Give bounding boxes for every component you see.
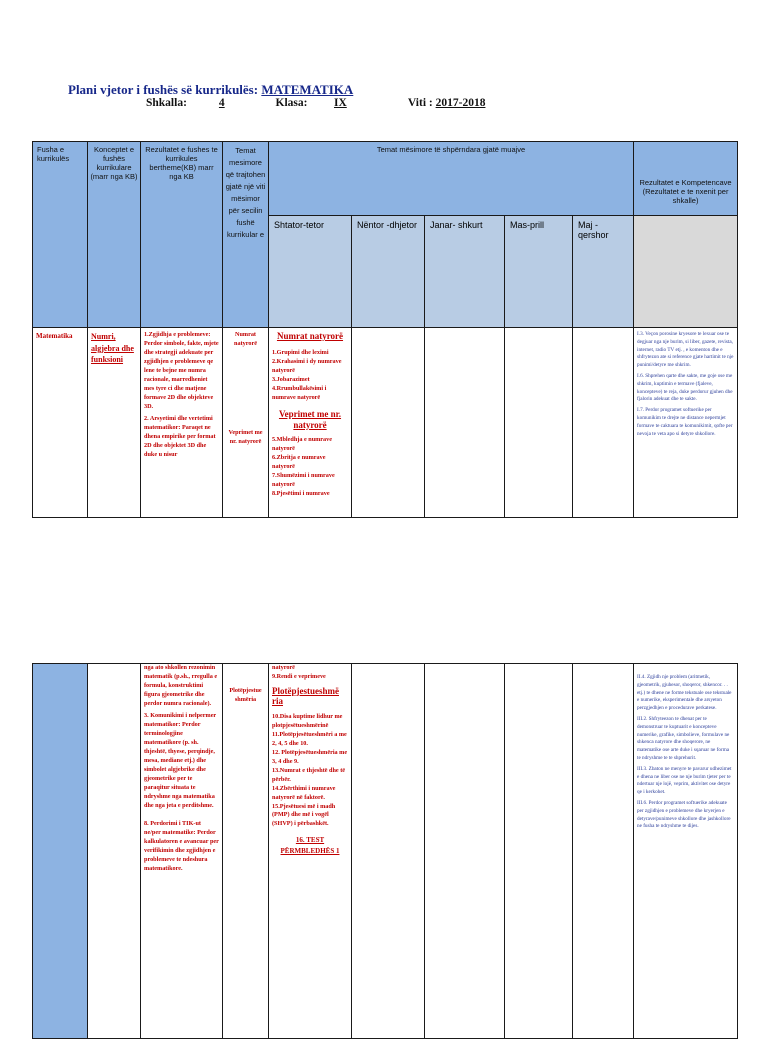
document-header <box>68 82 708 109</box>
row1-mas <box>505 328 573 518</box>
month-nentor-dhjetor: Nëntor -dhjetor <box>352 216 425 328</box>
rezultat-cont: nga ato shkollen rezonimin matematik (p.sh., rregulla e formula, konstruktimi figura gjeometrike dhe perdor numra racionale). <box>144 664 218 707</box>
plan-meta <box>146 97 485 109</box>
komp-item: III.2. Shfryteezon te dhenat per te demonstruar te kuptuarit e koncepteve numerike, grafike, simbolieve, formulave ne shkenca natyrore dhe shoqerore, ne matematike ose arte duke i sqaruar ne forma te ndryshme te te shprehurit. <box>637 715 730 761</box>
shtator-item: 13.Numrat e thjeshtë dhe të përbër. <box>272 766 346 783</box>
col-temat: Temat mesimore që trajtohen gjatë një viti mësimor për secilin fushë kurrikular e <box>223 142 269 328</box>
row1-maj <box>573 328 634 518</box>
shtator-item: natyrorë <box>272 664 295 671</box>
komp-item: II.4. Zgjidh nje problem (aritmetik, gjeometrik, gjuhesor, shoqeror, shkencor. . . etj.) te dhene ne forme tekstuale ose tekstuale e numerike, eksperimentale dhe arsyeton perzgjedhjen e procedurave perkatese. <box>637 674 732 712</box>
row1-koncept <box>88 328 141 518</box>
komp-item: I.6. Shprehen qarte dhe sakte, me goje ose me shkrim, kuptimin e termave (fjaleve, koncepteve) te reja, duke perdorur gjuhen dhe fjalorin adekuat dhe te sakte. <box>637 372 733 403</box>
col-temat-shperndara: Temat mësimore të shpërndara gjatë muajve <box>269 142 634 216</box>
row2-koncept <box>88 664 141 1039</box>
klasa-value: IX <box>333 97 347 109</box>
row1-shtator <box>269 328 352 518</box>
row2-mas <box>505 664 573 1039</box>
plan-table-bottom <box>32 663 738 1039</box>
komp-item: I.3. Veçon porosine kryesore te lexuar ose te degjuar nga nje burim, si liber, gazete, revista, internet, radio TV etj. , e komenton dhe e shfrytezon ate si reference gjate hartimit te nje punimi/detyre me shkrim. <box>637 331 734 369</box>
tema-numrat: Numrat natyrorë <box>234 331 257 347</box>
gray-cell <box>634 216 738 328</box>
month-shtator-tetor: Shtator-tetor <box>269 216 352 328</box>
shtator-item: 12. Plotëpjesëtueshmëria me 3, 4 dhe 9. <box>272 748 348 765</box>
klasa-label: Klasa: <box>275 97 311 109</box>
shtator-item: 5.Mbledhja e numrave natyrorë <box>272 435 332 452</box>
tema-veprimet: Veprimet me nr. natyrorë <box>228 428 263 445</box>
plan-table-top <box>32 141 738 518</box>
row2-fusha <box>33 664 88 1039</box>
shtator-item: 8.Pjesëtimi i numrave <box>272 489 330 497</box>
month-janar-shkurt: Janar- shkurt <box>425 216 505 328</box>
shtator-item: 1.Grupimi dhe leximi <box>272 349 329 357</box>
shtator-heading-1: Numrat natyrorë <box>276 331 344 341</box>
col-konceptet: Konceptet e fushës kurrikulare (marr nga KB) <box>88 142 141 328</box>
viti-value: 2017-2018 <box>435 97 486 109</box>
row2-maj <box>573 664 634 1039</box>
row1-nentor <box>352 328 425 518</box>
komp-item: III.3. Zbaton ne menyre te pavarur udhezimet e dhena ne liber ose ne nje burim tjeter per te ndertuar nje lojë, veprim, aktivitet ose detyre qe i kerkohet. <box>637 765 732 796</box>
row2-janar <box>425 664 505 1039</box>
col-rezultatet-fushes: Rezultatet e fushes te kurrikules bertheme(KB) marr nga KB <box>141 142 223 328</box>
rezultat-8: 8. Perdorimi i TIK-ut ne/per matematike: Perdor kalkulatoren e avancuar per verifikimin dhe zgjidhjen e problemeve te ndeshura matematikore. <box>144 819 219 872</box>
viti-label: Viti : <box>407 97 436 109</box>
shtator-item: 7.Shumëzimi i numrave natyrorë <box>272 471 335 488</box>
shtator-item: 4.Rrumbullakësimi i numrave natyrorë <box>272 385 327 402</box>
col-fusha: Fusha e kurrikulës <box>33 142 88 328</box>
shkalla-value: 4 <box>218 97 225 109</box>
row1-janar <box>425 328 505 518</box>
row1-temat <box>223 328 269 518</box>
rezultat-1: 1.Zgjidhja e problemeve: Perdor simbole, fakte, mjete dhe strategji adekuate per zgjidhjen e problemeve qe lene te bejne me numra racionale, marredheniet mes tyre ci dhe matjene formave 2D dhe objekteve 3D. <box>144 331 219 410</box>
shtator-item: 9.Rendi e veprimeve <box>272 672 326 680</box>
shtator-heading-2: Veprimet me nr. natyrorë <box>278 409 342 430</box>
test-permbledhes: 16. TEST PËRMBLEDHËS 1 <box>280 836 340 855</box>
shtator-item: 11.Plotëpjesëtueshmëri a me 2, 4, 5 dhe 10. <box>272 730 347 747</box>
shtator-item: 3.Jobarazimet <box>272 376 310 384</box>
komp-item: I.7. Perdor programet softuerike per komunikim te drejte ne distance nepermjet formave te caktuara te komunikimit, qofte per nevoja te veta apo si detyre shkollore. <box>637 407 733 437</box>
month-mas-prill: Mas-prill <box>505 216 573 328</box>
fusha-matematika: Matematika <box>36 332 73 340</box>
row2-komp <box>634 664 738 1039</box>
row2-rezultatet <box>141 664 223 1039</box>
shkalla-label: Shkalla: <box>146 97 190 109</box>
subject-name: MATEMATIKA <box>261 82 354 97</box>
shtator-item: 6.Zbritja e numrave natyrorë <box>272 453 326 470</box>
row2-temat <box>223 664 269 1039</box>
shtator-item: 2.Krahasimi i dy numrave natyrorë <box>272 358 342 375</box>
row2-shtator <box>269 664 352 1039</box>
title-prefix: Plani vjetor i fushës së kurrikulës: <box>68 82 262 97</box>
row1-komp <box>634 328 738 518</box>
row2-nentor <box>352 664 425 1039</box>
shtator-item: 10.Disa kuptime lidhur me plotpjesëtueshmërinë <box>272 712 343 729</box>
tema-plotpjestueshmeria: Plotëpjestue shmëria <box>229 687 262 703</box>
komp-item: III.6. Perdor programet softuerike adekuate per zgjidhjen e problemeve dhe kryerjen e detyrave/punimeve shkollore dhe jashkollore ne fusha te ndryshme te dijes. <box>637 799 731 830</box>
shtator-item: 14.Zbërthimi i numrave natyrorë në faktorë. <box>272 784 336 801</box>
plan-title <box>68 82 708 98</box>
month-maj-qershor: Maj -qershor <box>573 216 634 328</box>
col-rezultatet-komp: Rezultatet e Kompetencave (Rezultatet e te nxenit per shkalle) <box>634 142 738 216</box>
shtator-item: 15.Pjesëtuesi më i madh (PMP) dhe më i vogël (SHVP) i përbashkët. <box>272 802 336 828</box>
shtator-heading-3: Plotëpjestueshmë ria <box>272 685 339 707</box>
row1-rezultatet <box>141 328 223 518</box>
row1-fusha <box>33 328 88 518</box>
rezultat-3: 3. Komunikimi i nelpermer matematikor: Perdor terminologjine matematikore (p. sh. thjeshtë, thyese, perqindje, mesa, mediane etj.) dhe simbolet algjebrike dhe gjeometrike per te paraqitur situata te ndryshme nga matematika dhe nga jeta e perditshme. <box>144 711 217 809</box>
rezultat-2: 2. Arsyetimi dhe vertetimi matematikor: Paraqet ne dhena empirike per format 2D dhe objektet 3D dhe duke u nisur <box>144 414 216 458</box>
koncept-numri: Numri, algjebra dhe funksioni <box>91 332 134 365</box>
